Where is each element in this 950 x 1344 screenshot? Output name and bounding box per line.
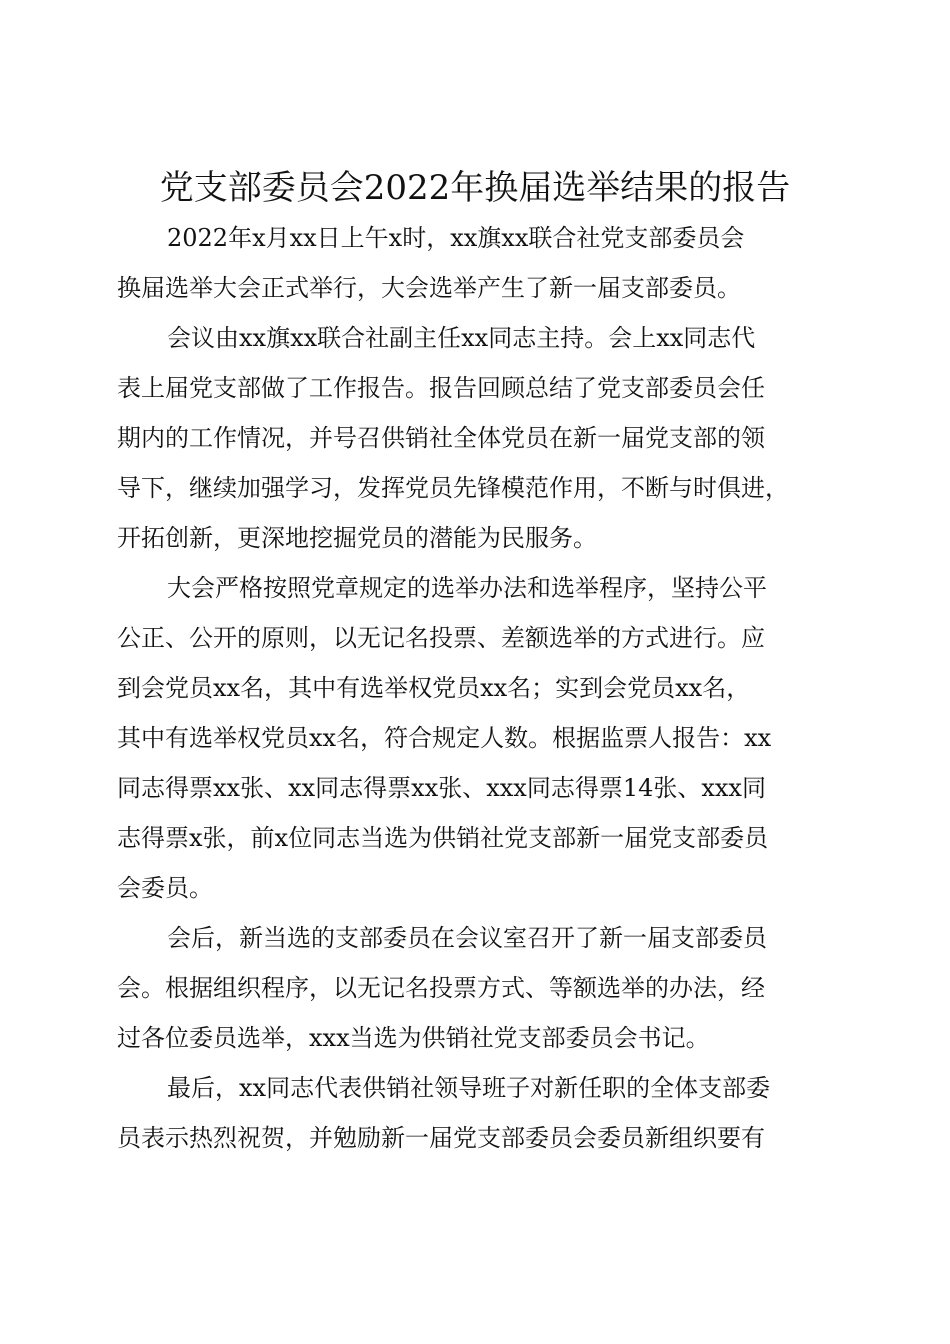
paragraph-3 [117,563,857,913]
paragraph-5 [117,1063,857,1163]
paragraph-line: 2022年x月xx日上午x时，xx旗xx联合社党支部委员会 [167,224,745,252]
paragraph-line: 志得票x张，前x位同志当选为供销社党支部新一届党支部委员 [117,824,769,852]
paragraph-line: 导下，继续加强学习，发挥党员先锋模范作用，不断与时俱进， [117,474,789,502]
paragraph-line: 公正、公开的原则，以无记名投票、差额选举的方式进行。应 [117,624,765,652]
paragraph-line: 大会严格按照党章规定的选举办法和选举程序，坚持公平 [167,574,767,602]
paragraph-line: 到会党员xx名，其中有选举权党员xx名；实到会党员xx名， [117,674,751,702]
paragraph-line: 开拓创新，更深地挖掘党员的潜能为民服务。 [117,524,597,552]
document-title: 党支部委员会2022年换届选举结果的报告 [159,168,791,208]
paragraph-line: 同志得票xx张、xx同志得票xx张、xxx同志得票14张、xxx同 [117,774,766,802]
paragraph-line: 会委员。 [117,874,213,902]
paragraph-2 [117,313,857,563]
paragraph-line: 其中有选举权党员xx名，符合规定人数。根据监票人报告：xx [117,724,772,752]
paragraph-1 [117,213,857,313]
paragraph-line: 表上届党支部做了工作报告。报告回顾总结了党支部委员会任 [117,374,765,402]
document-body [117,213,857,1163]
paragraph-line: 员表示热烈祝贺，并勉励新一届党支部委员会委员新组织要有 [117,1124,765,1152]
paragraph-4 [117,913,857,1063]
paragraph-line: 会议由xx旗xx联合社副主任xx同志主持。会上xx同志代 [167,324,756,352]
paragraph-line: 会后，新当选的支部委员在会议室召开了新一届支部委员 [167,924,767,952]
paragraph-line: 换届选举大会正式举行，大会选举产生了新一届支部委员。 [117,274,741,302]
paragraph-line: 会。根据组织程序，以无记名投票方式、等额选举的办法，经 [117,974,765,1002]
paragraph-line: 期内的工作情况，并号召供销社全体党员在新一届党支部的领 [117,424,765,452]
paragraph-line: 最后，xx同志代表供销社领导班子对新任职的全体支部委 [167,1074,771,1102]
paragraph-line: 过各位委员选举，xxx当选为供销社党支部委员会书记。 [117,1024,710,1052]
